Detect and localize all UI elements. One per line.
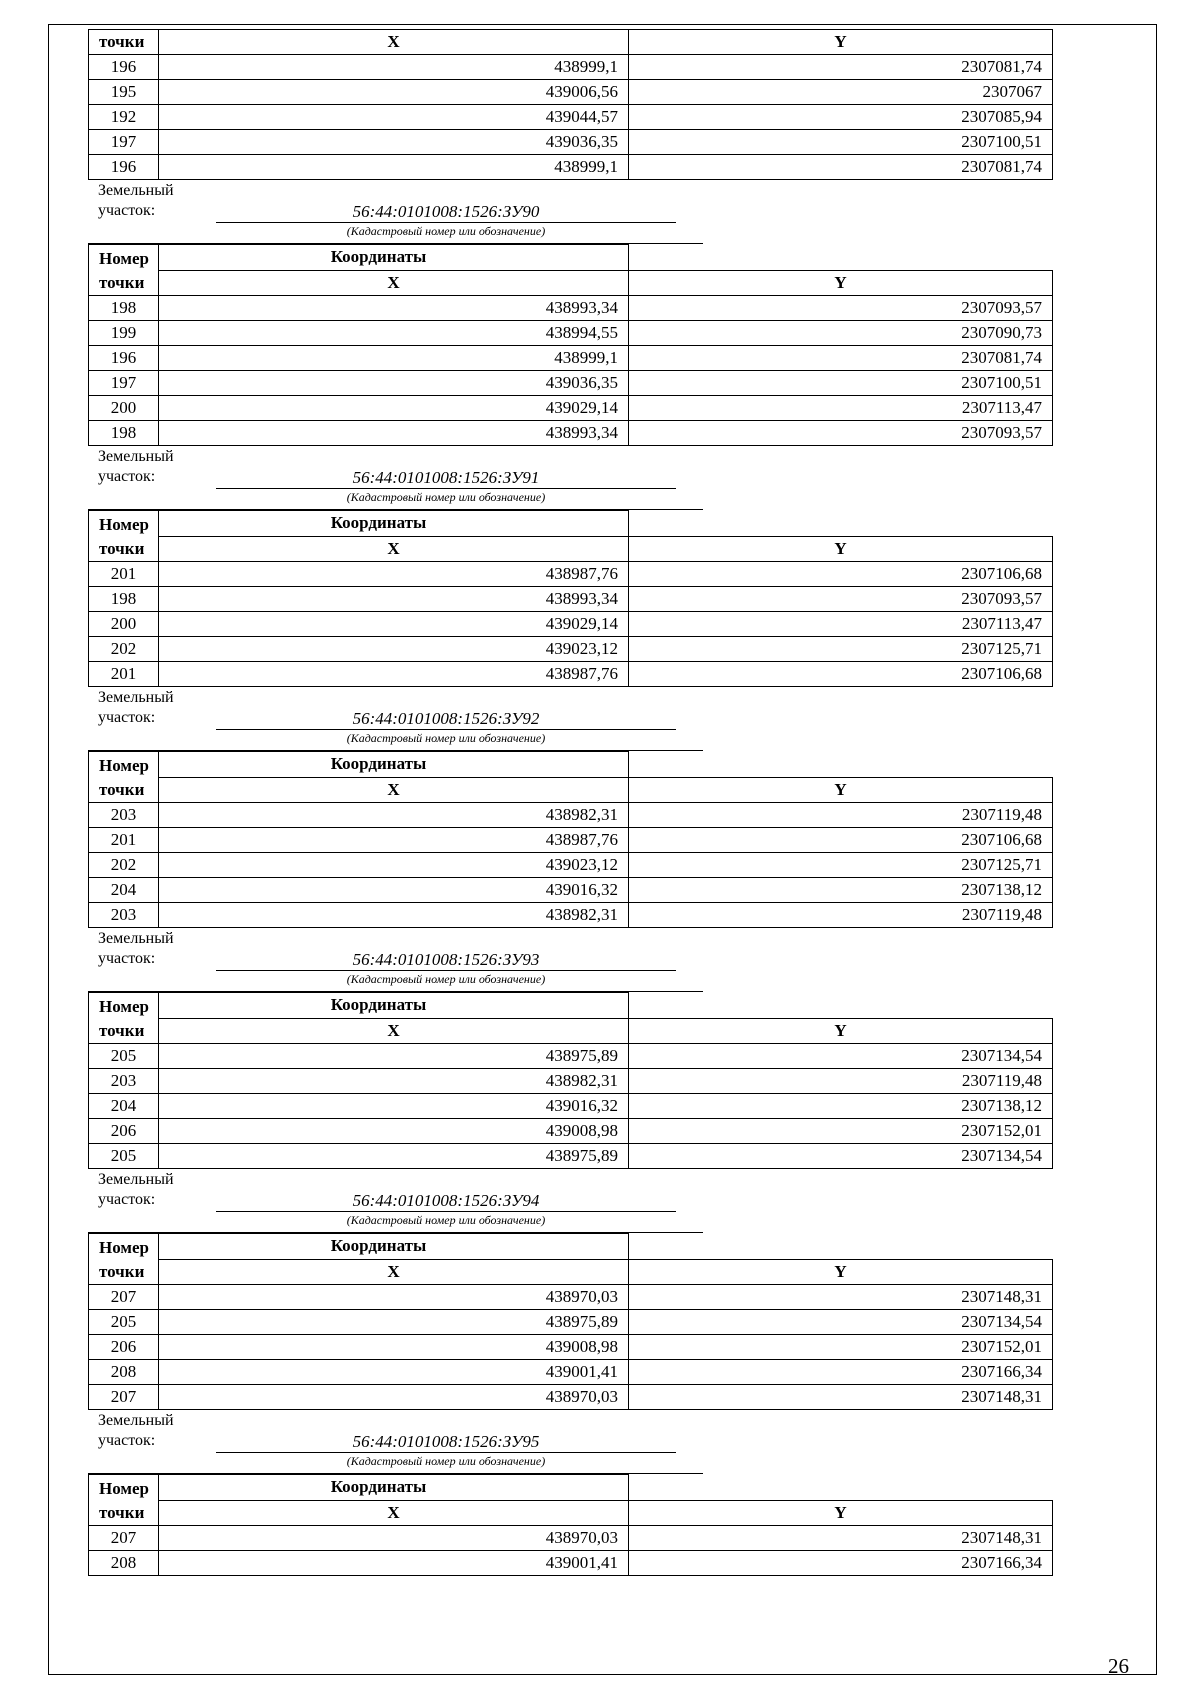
point-number: 202 [89, 637, 159, 662]
header-row [89, 1018, 1053, 1044]
table-row [89, 1335, 1053, 1360]
cadastral-number: 56:44:0101008:1526:ЗУ95 [216, 1432, 676, 1453]
x-value: 439023,12 [159, 637, 629, 662]
x-value: 438994,55 [159, 321, 629, 346]
point-number: 207 [89, 1285, 159, 1310]
header-row-top [89, 511, 1053, 537]
point-number: 204 [89, 878, 159, 903]
point-number: 204 [89, 1094, 159, 1119]
parcel-label-block [88, 180, 1052, 244]
y-value: 2307100,51 [629, 130, 1053, 155]
parcel-label-line1: Земельный [98, 930, 174, 947]
table-row [89, 562, 1053, 587]
point-number: 203 [89, 1069, 159, 1094]
table-row [89, 346, 1053, 371]
point-number: 199 [89, 321, 159, 346]
parcel-label-line1: Земельный [98, 1412, 174, 1429]
x-header: X [159, 30, 629, 55]
table-row [89, 1285, 1053, 1310]
cadastral-hint: (Кадастровый номер или обозначение) [346, 490, 546, 504]
point-number: 200 [89, 612, 159, 637]
cadastral-hint: (Кадастровый номер или обозначение) [346, 731, 546, 745]
number-header-bottom: точки [99, 273, 145, 292]
coords-header: Координаты [159, 1234, 629, 1260]
table-row [89, 1119, 1053, 1144]
separator-line [88, 991, 703, 992]
y-value: 2307090,73 [629, 321, 1053, 346]
number-header-top: Номер [99, 249, 149, 268]
table-row [89, 828, 1053, 853]
parcel-label-block [88, 928, 1052, 992]
parcel-label [98, 688, 218, 728]
y-header: Y [629, 1500, 1053, 1526]
parcel-label-block [88, 446, 1052, 510]
x-value: 438993,34 [159, 421, 629, 446]
table-row [89, 321, 1053, 346]
point-number: 200 [89, 396, 159, 421]
y-value: 2307152,01 [629, 1335, 1053, 1360]
y-value: 2307067 [629, 80, 1053, 105]
table-row [89, 662, 1053, 687]
number-header-top: Номер [99, 1238, 149, 1257]
point-number: 205 [89, 1044, 159, 1069]
parcel-label-line1: Земельный [98, 448, 174, 465]
cadastral-number: 56:44:0101008:1526:ЗУ91 [216, 468, 676, 489]
point-number: 198 [89, 421, 159, 446]
header-blank [629, 993, 1053, 1019]
x-value: 438975,89 [159, 1144, 629, 1169]
parcel-label-line2: участок: [98, 1432, 156, 1449]
number-header-bottom: точки [99, 1503, 145, 1522]
header-row [89, 30, 1053, 55]
header-row-top [89, 752, 1053, 778]
y-value: 2307119,48 [629, 1069, 1053, 1094]
y-header: Y [629, 1259, 1053, 1285]
parcel-label-line2: участок: [98, 1191, 156, 1208]
parcel-label-line2: участок: [98, 202, 156, 219]
parcel-label-line1: Земельный [98, 689, 174, 706]
table-row [89, 155, 1053, 180]
x-value: 439008,98 [159, 1119, 629, 1144]
separator-line [88, 750, 703, 751]
point-number: 201 [89, 562, 159, 587]
y-value: 2307148,31 [629, 1526, 1053, 1551]
y-header: Y [629, 1018, 1053, 1044]
x-value: 439006,56 [159, 80, 629, 105]
x-value: 438970,03 [159, 1526, 629, 1551]
table-row [89, 130, 1053, 155]
header-row [89, 777, 1053, 803]
cadastral-number: 56:44:0101008:1526:ЗУ90 [216, 202, 676, 223]
y-value: 2307113,47 [629, 612, 1053, 637]
coordinates-table [88, 244, 1053, 446]
table-row [89, 1310, 1053, 1335]
table-row [89, 105, 1053, 130]
y-value: 2307166,34 [629, 1360, 1053, 1385]
y-value: 2307125,71 [629, 637, 1053, 662]
y-value: 2307119,48 [629, 803, 1053, 828]
y-value: 2307081,74 [629, 346, 1053, 371]
x-value: 438999,1 [159, 155, 629, 180]
number-header [89, 752, 159, 803]
x-value: 438975,89 [159, 1310, 629, 1335]
table-row [89, 612, 1053, 637]
table-row [89, 371, 1053, 396]
point-number: 192 [89, 105, 159, 130]
y-header: Y [629, 777, 1053, 803]
coordinates-table [88, 992, 1053, 1169]
point-number: 208 [89, 1360, 159, 1385]
point-number: 205 [89, 1144, 159, 1169]
coords-header: Координаты [159, 993, 629, 1019]
cadastral-number: 56:44:0101008:1526:ЗУ93 [216, 950, 676, 971]
x-value: 438970,03 [159, 1385, 629, 1410]
x-value: 439044,57 [159, 105, 629, 130]
coords-header: Координаты [159, 752, 629, 778]
separator-line [88, 1473, 703, 1474]
separator-line [88, 243, 703, 244]
y-value: 2307138,12 [629, 1094, 1053, 1119]
parcel-label [98, 1170, 218, 1210]
page-number: 26 [1108, 1654, 1129, 1678]
header-blank [629, 752, 1053, 778]
parcel-label [98, 181, 218, 221]
table-row [89, 80, 1053, 105]
parcel-label [98, 929, 218, 969]
coordinates-table [88, 1233, 1053, 1410]
parcel-label-line2: участок: [98, 468, 156, 485]
x-value: 439023,12 [159, 853, 629, 878]
x-value: 439008,98 [159, 1335, 629, 1360]
separator-line [88, 1232, 703, 1233]
coordinates-table-continued [88, 29, 1053, 180]
header-row-top [89, 1475, 1053, 1501]
x-value: 438982,31 [159, 803, 629, 828]
y-value: 2307085,94 [629, 105, 1053, 130]
point-number: 196 [89, 346, 159, 371]
y-value: 2307106,68 [629, 662, 1053, 687]
number-header-bottom: точки [99, 1262, 145, 1281]
parcel-label-block [88, 1410, 1052, 1474]
number-header [89, 993, 159, 1044]
header-blank [629, 1475, 1053, 1501]
header-blank [629, 245, 1053, 271]
point-number: 206 [89, 1119, 159, 1144]
x-value: 439001,41 [159, 1551, 629, 1576]
x-value: 438999,1 [159, 55, 629, 80]
cadastral-hint: (Кадастровый номер или обозначение) [346, 1213, 546, 1227]
y-value: 2307134,54 [629, 1044, 1053, 1069]
x-value: 438993,34 [159, 587, 629, 612]
number-header [89, 245, 159, 296]
y-value: 2307100,51 [629, 371, 1053, 396]
y-value: 2307119,48 [629, 903, 1053, 928]
header-blank [629, 511, 1053, 537]
parcel-label-line1: Земельный [98, 1171, 174, 1188]
x-header: X [159, 1018, 629, 1044]
x-header: X [159, 536, 629, 562]
point-number: 201 [89, 828, 159, 853]
header-row [89, 270, 1053, 296]
x-value: 438987,76 [159, 828, 629, 853]
number-header-bottom: точки [99, 539, 145, 558]
cadastral-hint: (Кадастровый номер или обозначение) [346, 972, 546, 986]
x-value: 438987,76 [159, 562, 629, 587]
table-row [89, 587, 1053, 612]
table-row [89, 1094, 1053, 1119]
header-blank [629, 1234, 1053, 1260]
number-header [89, 1475, 159, 1526]
x-value: 438987,76 [159, 662, 629, 687]
x-value: 439016,32 [159, 878, 629, 903]
x-header: X [159, 270, 629, 296]
y-value: 2307093,57 [629, 587, 1053, 612]
table-row [89, 421, 1053, 446]
y-value: 2307106,68 [629, 828, 1053, 853]
point-number: 198 [89, 587, 159, 612]
number-header-top: Номер [99, 756, 149, 775]
point-number: 208 [89, 1551, 159, 1576]
cadastral-hint: (Кадастровый номер или обозначение) [346, 224, 546, 238]
y-value: 2307113,47 [629, 396, 1053, 421]
parcel-label-line2: участок: [98, 950, 156, 967]
point-number: 196 [89, 55, 159, 80]
point-number: 197 [89, 371, 159, 396]
x-value: 438975,89 [159, 1044, 629, 1069]
point-number: 195 [89, 80, 159, 105]
table-row [89, 853, 1053, 878]
table-row [89, 1069, 1053, 1094]
number-header-bottom: точки [99, 1021, 145, 1040]
point-number: 198 [89, 296, 159, 321]
separator-line [88, 509, 703, 510]
document-content [88, 29, 1052, 1576]
x-value: 439036,35 [159, 371, 629, 396]
y-value: 2307125,71 [629, 853, 1053, 878]
header-row [89, 1259, 1053, 1285]
point-number: 206 [89, 1335, 159, 1360]
header-row-top [89, 1234, 1053, 1260]
table-row [89, 803, 1053, 828]
y-value: 2307093,57 [629, 296, 1053, 321]
cadastral-number: 56:44:0101008:1526:ЗУ94 [216, 1191, 676, 1212]
number-header-bottom: точки [99, 780, 145, 799]
y-value: 2307148,31 [629, 1285, 1053, 1310]
parcel-label-line1: Земельный [98, 182, 174, 199]
y-value: 2307134,54 [629, 1310, 1053, 1335]
x-value: 439029,14 [159, 612, 629, 637]
y-header: Y [629, 536, 1053, 562]
table-row [89, 1044, 1053, 1069]
x-value: 439016,32 [159, 1094, 629, 1119]
point-number: 202 [89, 853, 159, 878]
table-row [89, 1551, 1053, 1576]
table-body [89, 30, 1053, 180]
parcel-label-line2: участок: [98, 709, 156, 726]
y-value: 2307134,54 [629, 1144, 1053, 1169]
table-row [89, 1526, 1053, 1551]
y-value: 2307138,12 [629, 878, 1053, 903]
number-header-top: Номер [99, 1479, 149, 1498]
y-value: 2307148,31 [629, 1385, 1053, 1410]
point-number: 203 [89, 903, 159, 928]
number-header-bottom: точки [89, 30, 159, 55]
x-value: 438999,1 [159, 346, 629, 371]
coords-header: Координаты [159, 245, 629, 271]
point-number: 196 [89, 155, 159, 180]
y-value: 2307106,68 [629, 562, 1053, 587]
y-header: Y [629, 270, 1053, 296]
y-value: 2307152,01 [629, 1119, 1053, 1144]
header-row-top [89, 993, 1053, 1019]
x-value: 439001,41 [159, 1360, 629, 1385]
x-value: 438982,31 [159, 903, 629, 928]
table-row [89, 1360, 1053, 1385]
parcel-label-block [88, 687, 1052, 751]
point-number: 203 [89, 803, 159, 828]
header-row [89, 1500, 1053, 1526]
table-row [89, 903, 1053, 928]
table-row [89, 396, 1053, 421]
x-value: 439036,35 [159, 130, 629, 155]
cadastral-number: 56:44:0101008:1526:ЗУ92 [216, 709, 676, 730]
y-header: Y [629, 30, 1053, 55]
coordinates-table [88, 751, 1053, 928]
coordinates-table [88, 510, 1053, 687]
table-row [89, 55, 1053, 80]
y-value: 2307166,34 [629, 1551, 1053, 1576]
parcel-list [88, 180, 1052, 1576]
table-row [89, 1144, 1053, 1169]
point-number: 205 [89, 1310, 159, 1335]
coords-header: Координаты [159, 1475, 629, 1501]
header-row [89, 536, 1053, 562]
y-value: 2307081,74 [629, 155, 1053, 180]
x-header: X [159, 1259, 629, 1285]
point-number: 197 [89, 130, 159, 155]
coordinates-table [88, 1474, 1053, 1576]
point-number: 207 [89, 1526, 159, 1551]
number-header-top: Номер [99, 515, 149, 534]
parcel-label-block [88, 1169, 1052, 1233]
parcel-label [98, 1411, 218, 1451]
number-header [89, 1234, 159, 1285]
x-value: 438993,34 [159, 296, 629, 321]
x-value: 438982,31 [159, 1069, 629, 1094]
table-row [89, 637, 1053, 662]
point-number: 207 [89, 1385, 159, 1410]
x-value: 438970,03 [159, 1285, 629, 1310]
parcel-label [98, 447, 218, 487]
x-header: X [159, 1500, 629, 1526]
y-value: 2307093,57 [629, 421, 1053, 446]
x-value: 439029,14 [159, 396, 629, 421]
table-row [89, 878, 1053, 903]
table-row [89, 296, 1053, 321]
header-row-top [89, 245, 1053, 271]
table-row [89, 1385, 1053, 1410]
number-header [89, 511, 159, 562]
point-number: 201 [89, 662, 159, 687]
cadastral-hint: (Кадастровый номер или обозначение) [346, 1454, 546, 1468]
x-header: X [159, 777, 629, 803]
y-value: 2307081,74 [629, 55, 1053, 80]
number-header-top: Номер [99, 997, 149, 1016]
coords-header: Координаты [159, 511, 629, 537]
